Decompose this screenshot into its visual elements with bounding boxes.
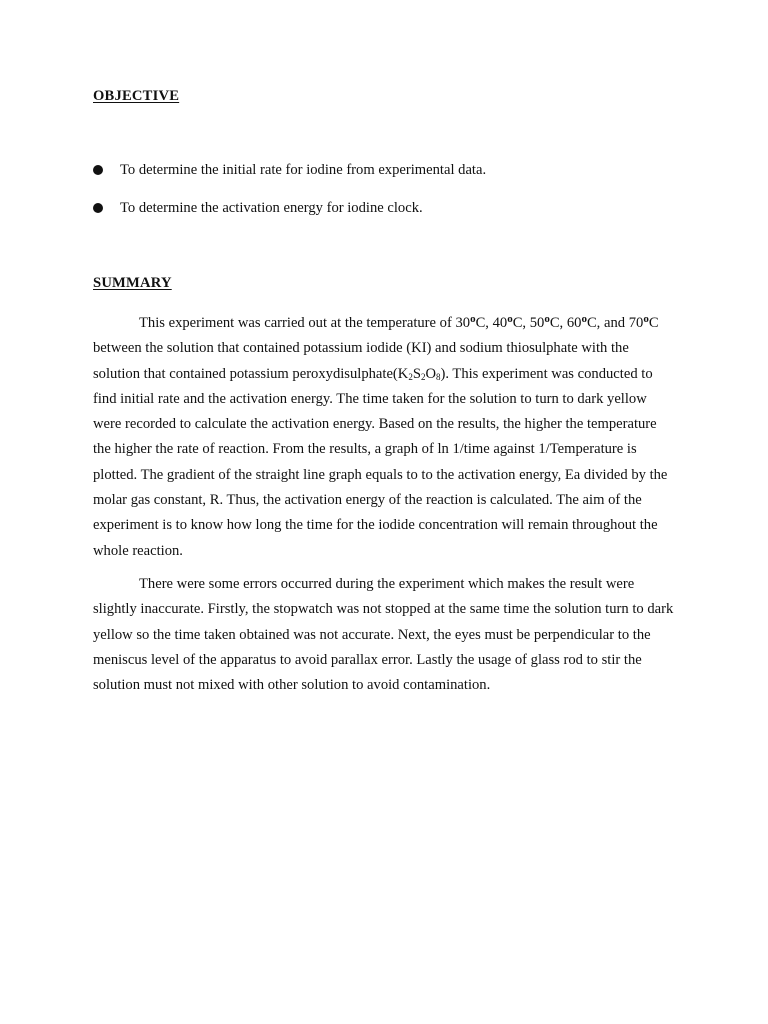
- summary-paragraph-2: There were some errors occurred during the experiment which makes the result were slightly inaccurate. Firstly, the stopwatch was not stopped at the same time the solution turn to dark yellow so the time taken obtained was not accurate. Next, the eyes must be perpendicular to the meniscus level of the apparatus to avoid parallax error. Lastly the usage of glass rod to stir the solution must not mixed with other solution to avoid contamination.: [93, 576, 674, 694]
- summary-paragraph-1: This experiment was carried out at the temperature of 30$^o$C, 40$^o$C, 50$^o$C, 60$^o$C, and 70$^o$C between the solution that contained potassium iodide (KI) and sodium thiosulphate with the solution that contained potassium $peroxydisulphate(K_2S_2O_8)$. This experiment was conducted to find initial rate and the activation energy. The time taken for the solution to turn to dark yellow were recorded to calculate the activation energy. Based on the results, the higher the temperature the higher the rate of reaction. From the results, a graph of ln 1/time against 1/Temperature is plotted. The gradient of the straight line graph equals to to the activation energy, Ea divided by the molar gas constant, R. Thus, the activation energy of the reaction is calculated. The aim of the experiment is to know how long the time for the iodide concentration will remain throughout the whole reaction.: [93, 313, 668, 559]
- objective-heading: OBJECTIVE: [93, 88, 180, 104]
- objective-item-text: To determine the activation energy for iodine clock.: [120, 200, 423, 216]
- objective-list: [93, 160, 693, 236]
- list-item: [93, 160, 693, 198]
- objective-item-text: To determine the initial rate for iodine from experimental data.: [120, 162, 487, 178]
- list-item: [93, 198, 693, 236]
- summary-heading: SUMMARY: [93, 275, 172, 291]
- bullet-icon: [93, 203, 103, 213]
- bullet-icon: [93, 165, 103, 175]
